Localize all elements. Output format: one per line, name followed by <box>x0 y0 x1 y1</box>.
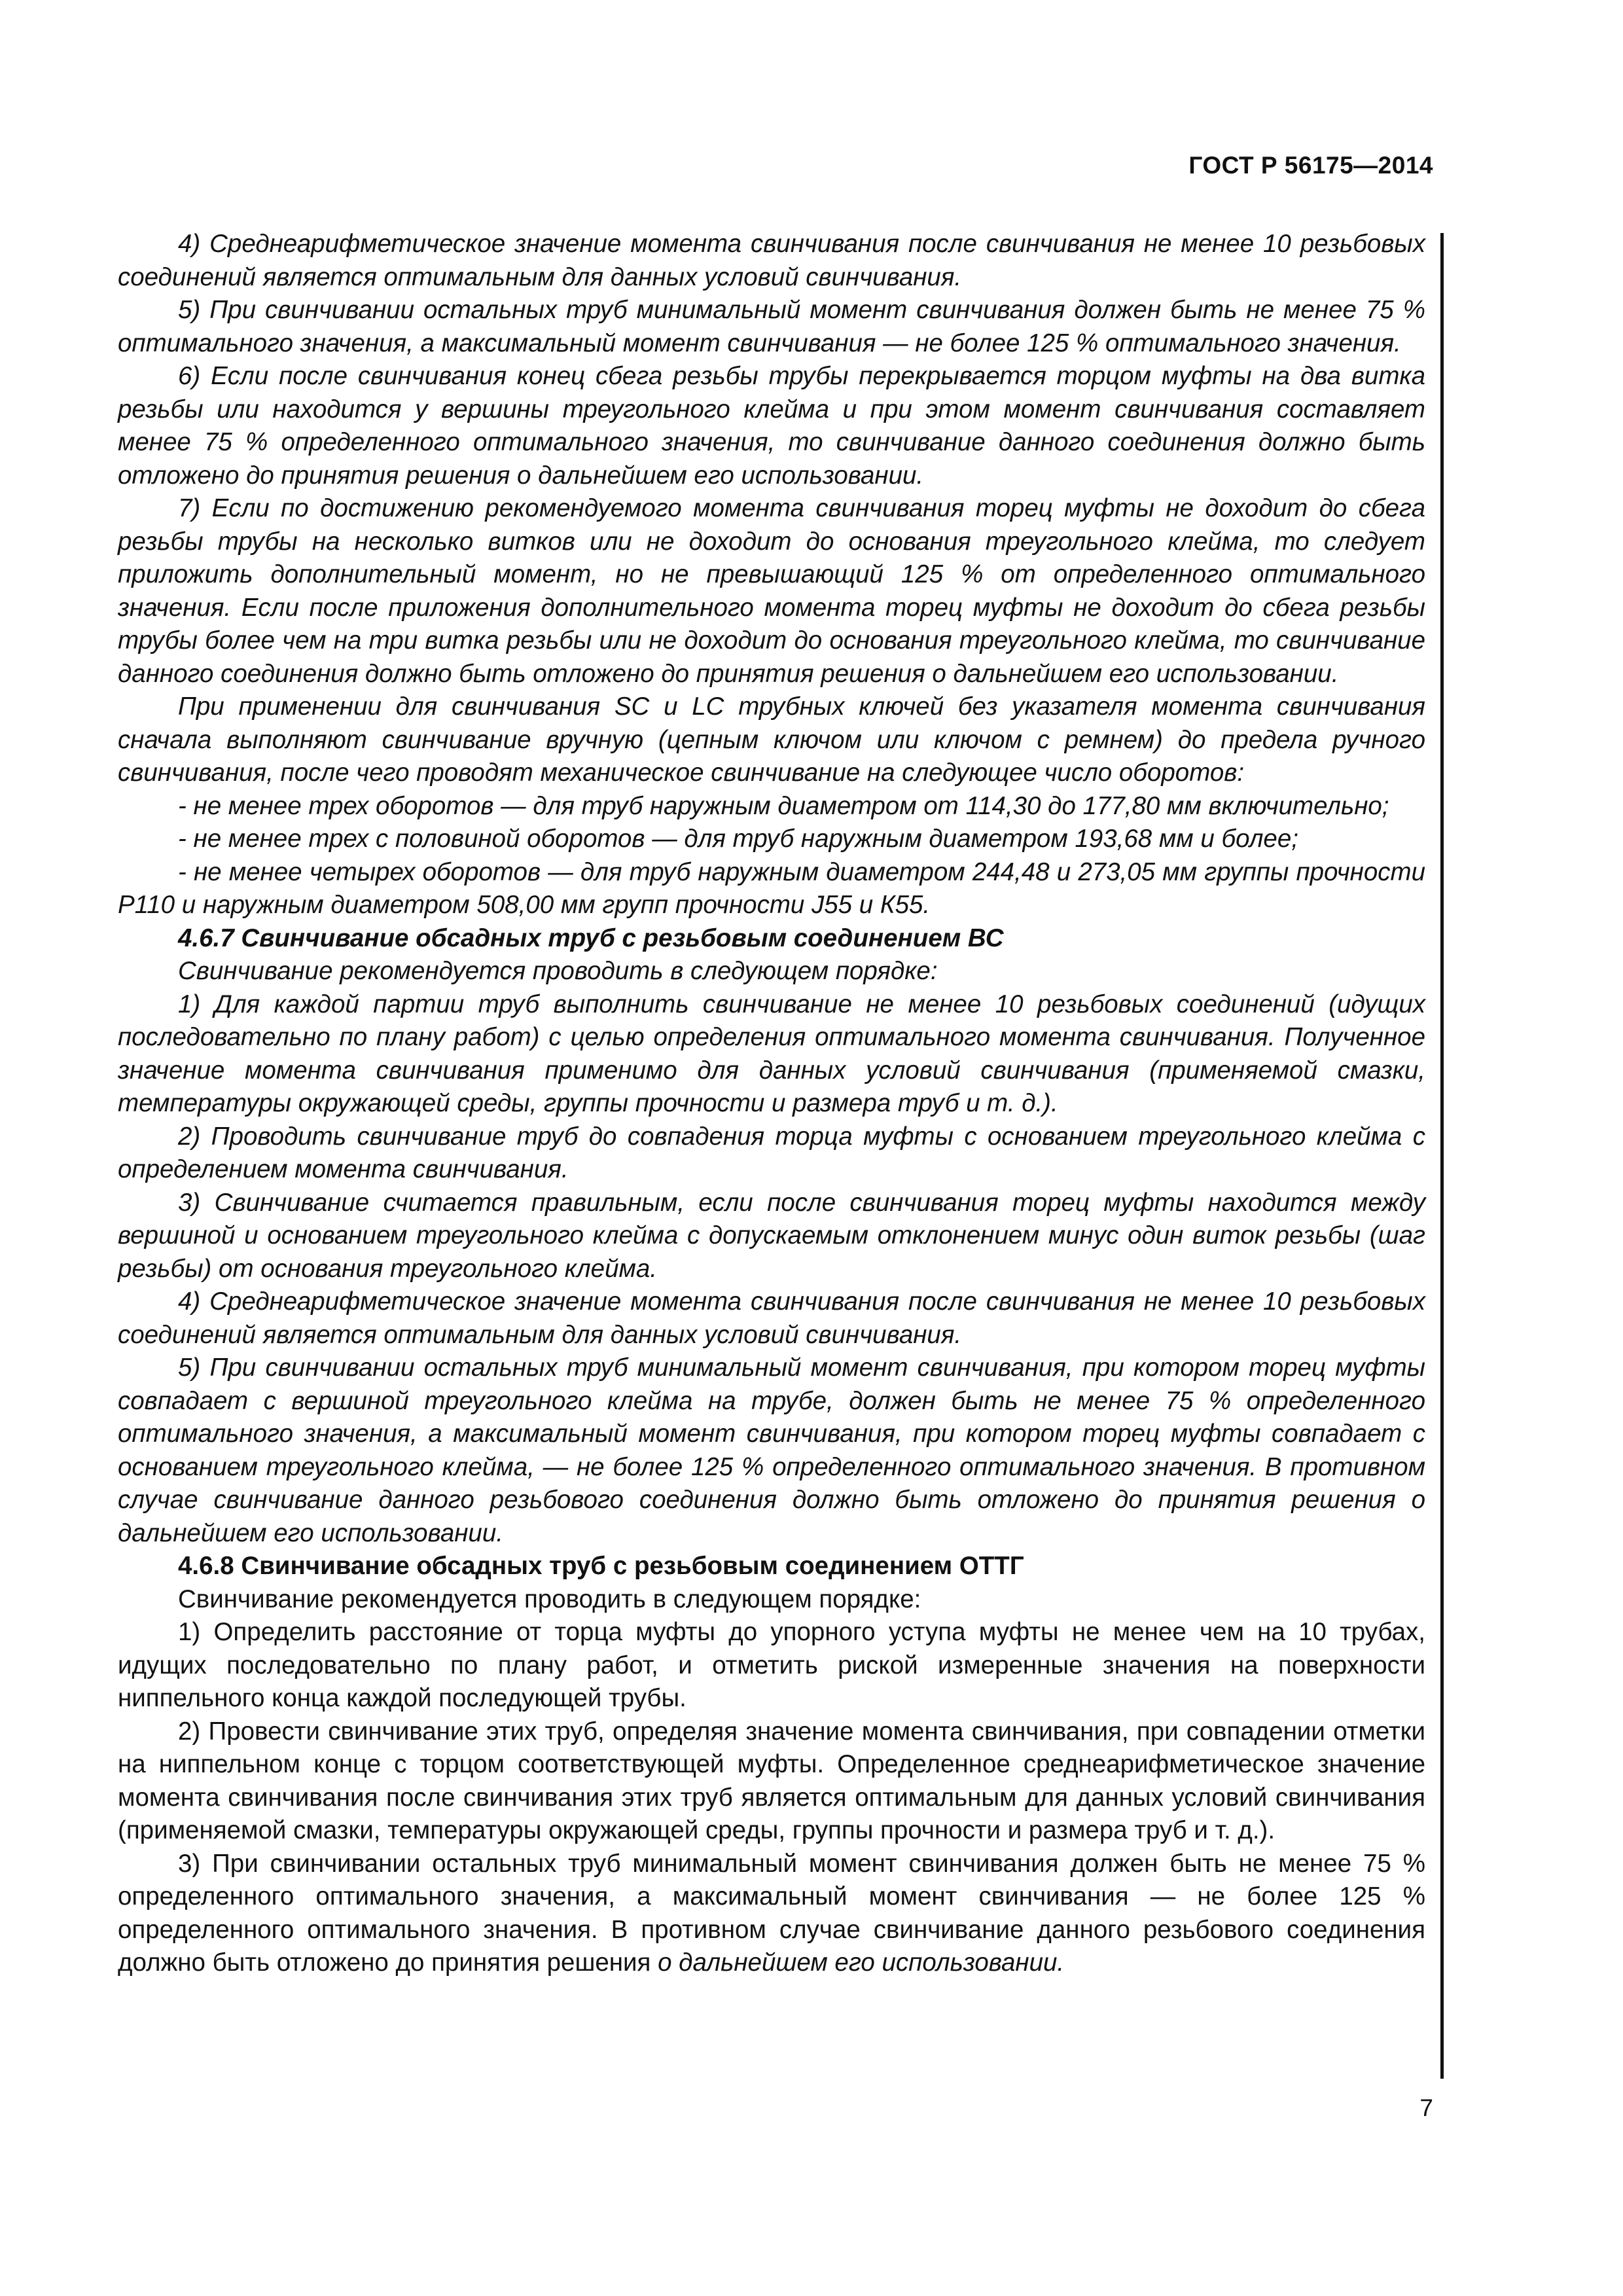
change-bar-bottom <box>1440 1011 1444 2079</box>
paragraph-italic-text: о дальнейшем его использовании. <box>658 1948 1065 1977</box>
paragraph: 5) При свинчивании остальных труб минимальный момент свинчивания, при котором торец муфты совпадает с вершиной треугольного клейма на трубе, должен быть не менее 75 % определенного оптимального значения, а максимальный момент свинчивания, при котором торец муфты совпадает с основанием треугольного клейма, — не более 125 % определенного оптимального значения. В противном случае свинчивание данного резьбового соединения должно быть отложено до принятия решения о дальнейшем его использовании. <box>118 1354 1425 1547</box>
paragraph: 2) Провести свинчивание этих труб, определяя значение момента свинчивания, при совпадении отметки на ниппельном конце с торцом соответствующей муфты. Определенное среднеарифметическое значение момента свинчивания после свинчивания этих труб является оптимальным для данных условий свинчивания (применяемой смазки, температуры окружающей среды, группы прочности и размера труб и т. д.). <box>118 1717 1425 1844</box>
paragraph: 7) Если по достижению рекомендуемого момента свинчивания торец муфты не доходит до сбега резьбы трубы на несколько витков или не доходит до основания треугольного клейма, то следует приложить дополнительный момент, но не превышающий 125 % от определенного оптимального значения. Если после приложения дополнительного момента торец муфты не доходит до сбега резьбы трубы более чем на три витка резьбы или не доходит до основания треугольного клейма, то свинчивание данного соединения должно быть отложено до принятия решения о дальнейшем его использовании. <box>118 494 1425 688</box>
paragraph-regular-text: 3) При свинчивании остальных труб минимальный момент свинчивания должен быть не менее 75 % определенного оптимального значения, а максимальный момент свинчивания — не более 125 % определенного оптимального значения. В противном случае свинчивание данного резьбового соединения должно быть отложено до принятия решения <box>118 1849 1425 1977</box>
paragraph: Свинчивание рекомендуется проводить в следующем порядке: <box>178 957 938 985</box>
paragraph: 5) При свинчивании остальных труб минимальный момент свинчивания должен быть не менее 75 % оптимального значения, а максимальный момент свинчивания — не более 125 % оптимального значения. <box>118 296 1425 357</box>
paragraph: Свинчивание рекомендуется проводить в следующем порядке: <box>178 1585 921 1613</box>
paragraph-last <box>118 1848 1425 1980</box>
paragraph: 6) Если после свинчивания конец сбега резьбы трубы перекрывается торцом муфты на два витка резьбы или находится у вершины треугольного клейма и при этом момент свинчивания составляет менее 75 % определенного оптимального значения, то свинчивание данного соединения должно быть отложено до принятия решения о дальнейшем его использовании. <box>118 362 1425 490</box>
section-heading-4-6-7: 4.6.7 Свинчивание обсадных труб с резьбовым соединением ВС <box>178 924 1004 952</box>
section-heading-4-6-8: 4.6.8 Свинчивание обсадных труб с резьбовым соединением ОТТГ <box>178 1552 1024 1580</box>
paragraph: 4) Среднеарифметическое значение момента свинчивания после свинчивания не менее 10 резьбовых соединений является оптимальным для данных условий свинчивания. <box>118 230 1425 291</box>
paragraph: 2) Проводить свинчивание труб до совпадения торца муфты с основанием треугольного клейма с определением момента свинчивания. <box>118 1122 1425 1183</box>
paragraph: При применении для свинчивания SC и LC трубных ключей без указателя момента свинчивания сначала выполняют свинчивание вручную (цепным ключом или ключом с ремнем) до предела ручного свинчивания, после чего проводят механическое свинчивание на следующее число оборотов: <box>118 692 1425 787</box>
document-code-header: ГОСТ Р 56175—2014 <box>1188 152 1433 179</box>
paragraph: 4) Среднеарифметическое значение момента свинчивания после свинчивания не менее 10 резьбовых соединений является оптимальным для данных условий свинчивания. <box>118 1287 1425 1349</box>
paragraph: 1) Определить расстояние от торца муфты до упорного уступа муфты не менее чем на 10 трубах, идущих последовательно по плану работ, и отметить риской измеренные значения на поверхности ниппельного конца каждой последующей трубы. <box>118 1618 1425 1712</box>
paragraph: 3) Свинчивание считается правильным, если после свинчивания торец муфты находится между вершиной и основанием треугольного клейма с допускаемым отклонением минус один виток резьбы (шаг резьбы) от основания треугольного клейма. <box>118 1188 1425 1283</box>
list-item-dash: - не менее трех оборотов — для труб наружным диаметром от 114,30 до 177,80 мм включительно; <box>178 791 1389 820</box>
list-item-dash: - не менее трех с половиной оборотов — для труб наружным диаметром 193,68 мм и более; <box>178 825 1298 853</box>
change-bar-top <box>1440 233 1444 1011</box>
paragraph: 1) Для каждой партии труб выполнить свинчивание не менее 10 резьбовых соединений (идущих последовательно по плану работ) с целью определения оптимального момента свинчивания. Полученное значение момента свинчивания применимо для данных условий свинчивания (применяемой смазки, температуры окружающей среды, группы прочности и размера труб и т. д.). <box>118 990 1425 1117</box>
body-text <box>118 228 1425 1980</box>
list-item-dash: - не менее четырех оборотов — для труб наружным диаметром 244,48 и 273,05 мм группы прочности Р110 и наружным диаметром 508,00 мм групп прочности J55 и К55. <box>118 857 1425 919</box>
page-number: 7 <box>1419 2094 1433 2121</box>
